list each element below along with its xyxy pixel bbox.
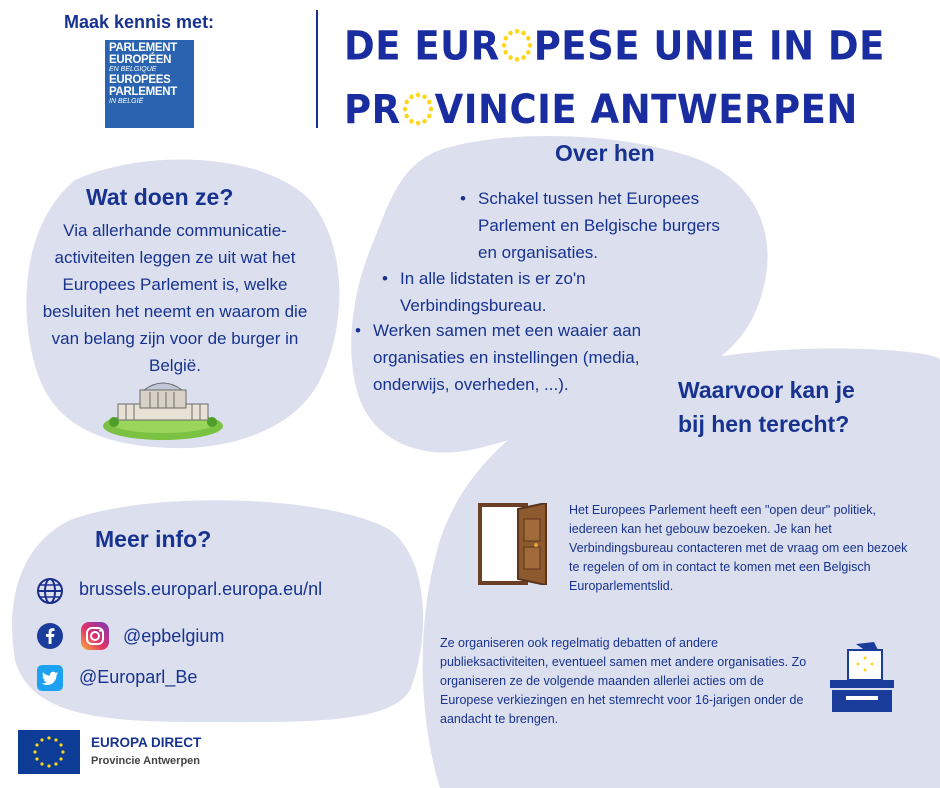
meer-info-blob	[12, 500, 423, 722]
waarvoor-heading-line-1: Waarvoor kan je	[678, 377, 855, 403]
twitter-handle[interactable]: @Europarl_Be	[79, 667, 198, 687]
open-door-icon	[478, 503, 550, 585]
waarvoor-paragraph-1: Het Europees Parlement heeft een "open deur" politiek, iedereen kan het gebouw bezoeken. Je kan het Verbindingsbureau contacteren met de vraag om een bezoek te regelen of om in contact te komen met een Belgisch Europarlementslid.	[569, 503, 908, 593]
over-hen-heading: Over hen	[555, 140, 655, 166]
meer-info-heading: Meer info?	[95, 526, 212, 552]
intro-label: Maak kennis met:	[64, 12, 215, 32]
over-hen-item-1: • Schakel tussen het Europees Parlement en Belgische burgers en organisaties.	[478, 185, 738, 266]
globe-icon	[36, 577, 64, 605]
twitter-icon[interactable]	[37, 665, 63, 691]
europa-direct-label: EUROPA DIRECT	[91, 735, 202, 750]
ep-belgium-logo: PARLEMENT EUROPÉEN EN BELGIQUE EUROPEES PARLEMENT IN BELGIË	[105, 40, 194, 128]
over-hen-item-2: • In alle lidstaten is er zo'n Verbindingsbureau.	[400, 265, 630, 319]
website-link[interactable]: brussels.europarl.europa.eu/nl	[79, 579, 323, 599]
facebook-icon[interactable]	[36, 622, 64, 650]
page-title: DE EUR PESE UNIE IN DE PR VINCIE ANTWERPEN	[344, 22, 885, 133]
instagram-icon[interactable]	[80, 621, 110, 651]
header-divider	[316, 10, 318, 128]
wat-doen-heading: Wat doen ze?	[86, 184, 234, 210]
waarvoor-heading-line-2: bij hen terecht?	[678, 411, 850, 437]
europa-direct-region: Provincie Antwerpen	[91, 755, 201, 767]
over-hen-item-3: • Werken samen met een waaier aan organisaties en instellingen (media, onderwijs, overheden, ...).	[373, 317, 698, 398]
wat-doen-text: Via allerhande communicatie-activiteiten leggen ze uit wat het Europees Parlement is, welke besluiten het neemt en waarom die van belang zijn voor de burger in België.	[42, 221, 308, 375]
parliament-building-icon	[100, 378, 226, 442]
waarvoor-heading	[678, 373, 855, 441]
waarvoor-paragraph-2: Ze organiseren ook regelmatig debatten of andere publieksactiviteiten, eventueel samen met andere organisaties. Zo organiseren ze de volgende maanden allerlei acties om de Europese verkiezingen en het stemrecht voor 16-jarigen onder de aandacht te brengen.	[440, 636, 807, 726]
eu-stars-o-icon	[401, 91, 435, 128]
instagram-handle[interactable]: @epbelgium	[123, 626, 225, 646]
eu-flag-icon	[18, 730, 80, 774]
eu-stars-o-icon	[500, 27, 534, 64]
ballot-box-icon	[822, 640, 902, 716]
